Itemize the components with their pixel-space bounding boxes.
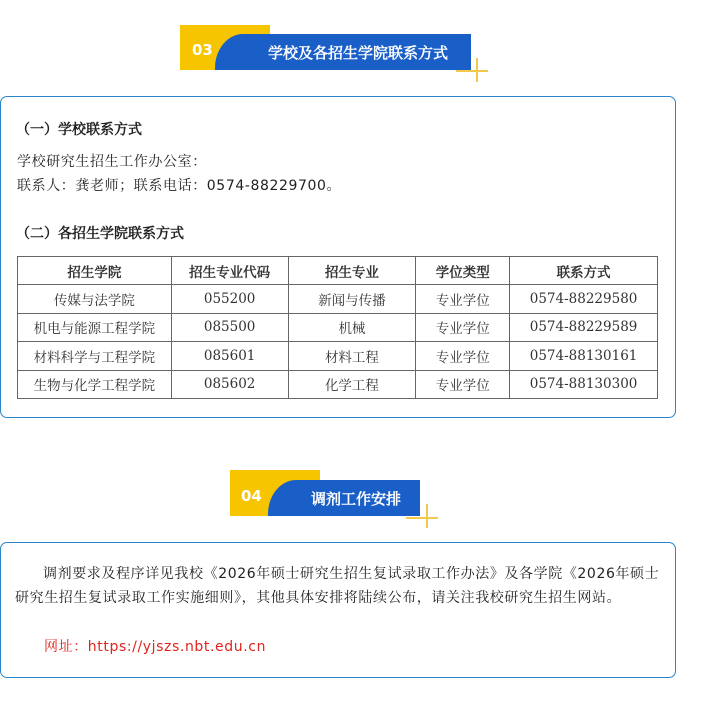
table-cell: 085602 <box>171 370 288 399</box>
table-cell: 材料科学与工程学院 <box>18 342 172 371</box>
column-header: 招生专业代码 <box>171 257 288 285</box>
table-cell: 机电与能源工程学院 <box>18 313 172 342</box>
decor-cross-v <box>426 504 428 528</box>
table-cell: 055200 <box>171 285 288 314</box>
table-cell: 0574-88130300 <box>510 370 658 399</box>
section-number: 03 <box>192 41 213 59</box>
table-cell: 传媒与法学院 <box>18 285 172 314</box>
table-cell: 085500 <box>171 313 288 342</box>
office-name: 学校研究生招生工作办公室： <box>17 154 207 170</box>
school-contact-heading: （一）学校联系方式 <box>16 122 142 138</box>
table-cell: 生物与化学工程学院 <box>18 370 172 399</box>
table-cell: 专业学位 <box>416 313 510 342</box>
section-header-03 <box>0 0 703 90</box>
contact-line: 联系人：龚老师；联系电话：0574-88229700。 <box>17 178 342 194</box>
column-header: 联系方式 <box>510 257 658 285</box>
table-cell: 新闻与传播 <box>288 285 416 314</box>
section-header-04 <box>0 440 703 540</box>
table-header-row <box>18 257 658 285</box>
decor-cross-h <box>406 517 438 519</box>
section-title: 调剂工作安排 <box>268 480 420 516</box>
college-contact-table <box>17 256 658 399</box>
decor-cross-h <box>456 70 488 72</box>
table-cell: 0574-88229589 <box>510 313 658 342</box>
table-cell: 化学工程 <box>288 370 416 399</box>
table-row <box>18 313 658 342</box>
table-cell: 机械 <box>288 313 416 342</box>
table-cell: 专业学位 <box>416 342 510 371</box>
table-row <box>18 370 658 399</box>
website-link[interactable]: 网址：https://yjszs.nbt.edu.cn <box>44 639 267 655</box>
table-cell: 专业学位 <box>416 285 510 314</box>
table-cell: 专业学位 <box>416 370 510 399</box>
table-cell: 085601 <box>171 342 288 371</box>
column-header: 学位类型 <box>416 257 510 285</box>
section-number: 04 <box>241 487 262 505</box>
college-contact-heading: （二）各招生学院联系方式 <box>16 226 184 242</box>
column-header: 招生学院 <box>18 257 172 285</box>
table-cell: 0574-88229580 <box>510 285 658 314</box>
section-title: 学校及各招生学院联系方式 <box>215 34 471 70</box>
table-cell: 0574-88130161 <box>510 342 658 371</box>
decor-cross-v <box>476 58 478 82</box>
table-cell: 材料工程 <box>288 342 416 371</box>
column-header: 招生专业 <box>288 257 416 285</box>
table-row <box>18 342 658 371</box>
adjustment-text: 调剂要求及程序详见我校《2026年硕士研究生招生复试录取工作办法》及各学院《2026年硕士研究生招生复试录取工作实施细则》，其他具体安排将陆续公布，请关注我校研究生招生网站。 <box>15 566 660 606</box>
table-row <box>18 285 658 314</box>
